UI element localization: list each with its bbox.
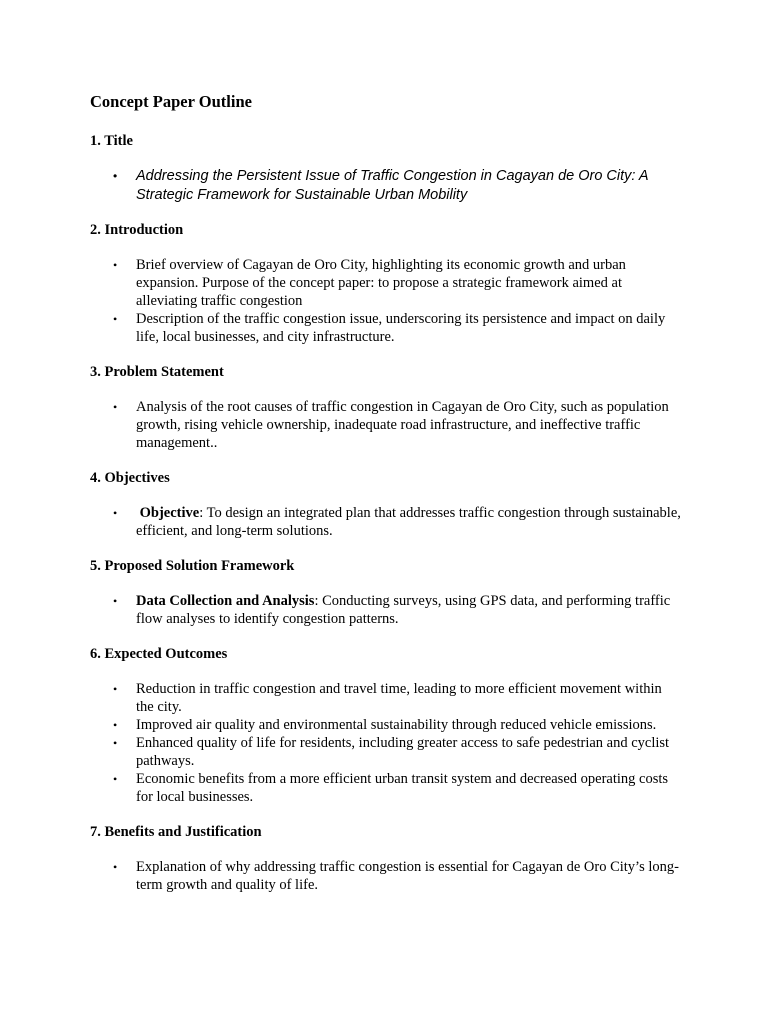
list-item-lead: Data Collection and Analysis	[136, 593, 315, 609]
list-item-text: Improved air quality and environmental sustainability through reduced vehicle emissions.	[136, 717, 657, 733]
bullet-icon: •	[113, 594, 118, 608]
document-body	[90, 91, 690, 911]
bullet-icon: •	[113, 312, 118, 326]
list-item	[113, 592, 681, 628]
list-item-text: : Conducting surveys, using GPS data, and performing traffic flow analyses to identify congestion patterns.	[136, 593, 671, 627]
list-item-text: Description of the traffic congestion issue, underscoring its persistence and impact on daily life, local businesses, and city infrastructure.	[136, 311, 666, 345]
list-item	[113, 734, 681, 770]
bullet-icon: •	[113, 718, 118, 732]
list-item-text: Reduction in traffic congestion and travel time, leading to more efficient movement within the city.	[136, 681, 662, 715]
list-item	[113, 770, 681, 806]
bullet-icon: •	[113, 506, 118, 520]
bullet-icon: •	[113, 736, 118, 750]
section-list-benefits	[90, 858, 690, 894]
section-list-expected-outcomes	[90, 680, 690, 806]
section-list-introduction	[90, 256, 690, 346]
section-heading-proposed-solution: 5. Proposed Solution Framework	[90, 558, 295, 574]
section-heading-problem-statement: 3. Problem Statement	[90, 364, 224, 380]
section-list-problem-statement	[90, 398, 690, 452]
section-heading-benefits: 7. Benefits and Justification	[90, 824, 262, 840]
bullet-icon: •	[113, 772, 118, 786]
list-item	[113, 398, 681, 452]
section-list-title	[90, 167, 690, 204]
list-item-text: Explanation of why addressing traffic congestion is essential for Cagayan de Oro City’s long-term growth and quality of life.	[136, 859, 679, 893]
list-item	[113, 256, 681, 310]
bullet-icon: •	[113, 682, 118, 696]
list-item	[113, 310, 681, 346]
list-item-text: Economic benefits from a more efficient urban transit system and decreased operating costs for local businesses.	[136, 771, 669, 805]
bullet-icon: •	[113, 258, 118, 272]
list-item	[113, 504, 681, 540]
list-item	[113, 858, 681, 894]
section-list-proposed-solution	[90, 592, 690, 628]
section-heading-objectives: 4. Objectives	[90, 470, 170, 486]
page-title: Concept Paper Outline	[90, 92, 252, 111]
list-item	[113, 716, 681, 734]
list-item-text: Addressing the Persistent Issue of Traffic Congestion in Cagayan de Oro City: A Strategic Framework for Sustainable Urban Mobility	[136, 168, 649, 203]
list-item-text: : To design an integrated plan that addresses traffic congestion through sustainable, efficient, and long-term solutions.	[136, 505, 681, 539]
section-heading-title: 1. Title	[90, 133, 133, 149]
section-heading-introduction: 2. Introduction	[90, 222, 184, 238]
list-item-text: Enhanced quality of life for residents, including greater access to safe pedestrian and cyclist pathways.	[136, 735, 670, 769]
bullet-icon: •	[113, 860, 118, 874]
list-item-text: Analysis of the root causes of traffic congestion in Cagayan de Oro City, such as population growth, rising vehicle ownership, inadequate road infrastructure, and ineffective traffic management..	[136, 399, 669, 451]
list-item	[113, 680, 681, 716]
list-item-text: Brief overview of Cagayan de Oro City, highlighting its economic growth and urban expansion. Purpose of the concept paper: to propose a strategic framework aimed at alleviating traffic congestion	[136, 257, 626, 309]
section-list-objectives	[90, 504, 690, 540]
list-item-lead: Objective	[136, 505, 200, 521]
section-heading-expected-outcomes: 6. Expected Outcomes	[90, 646, 228, 662]
bullet-icon: •	[113, 169, 118, 183]
bullet-icon: •	[113, 400, 118, 414]
list-item	[113, 167, 681, 204]
